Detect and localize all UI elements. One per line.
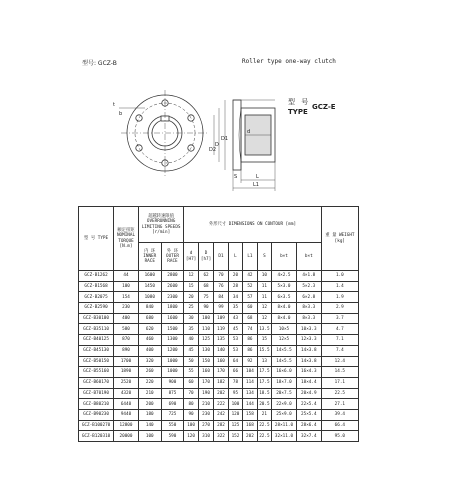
table-cell: 1.0	[321, 271, 358, 282]
table-cell: 80	[184, 399, 198, 410]
table-cell: GCZ-B50150	[79, 356, 114, 367]
header-weight: 重 量 WEIGHT [kg]	[321, 207, 358, 271]
table-cell: 110	[198, 324, 213, 335]
table-cell: 34	[228, 292, 242, 303]
table-cell: 12800	[114, 420, 139, 431]
table-cell: 170	[214, 367, 228, 378]
table-cell: 22.5	[321, 388, 358, 399]
table-cell: 100	[138, 431, 161, 442]
table-cell: 86	[243, 345, 257, 356]
table-cell: 35	[228, 303, 242, 314]
table-cell: 890	[114, 345, 139, 356]
table-cell: GCZ-B120310	[79, 431, 114, 442]
table-cell: 1500	[161, 324, 184, 335]
dim-label-d1: D1	[221, 136, 229, 142]
subheader-L1: L1	[243, 243, 257, 271]
subheader-D1: D1	[214, 243, 228, 271]
table-cell: 322	[214, 431, 228, 442]
table-cell: 16×6.0	[272, 367, 297, 378]
table-cell: 64	[228, 356, 242, 367]
table-cell: 590	[161, 431, 184, 442]
table-cell: 400	[138, 345, 161, 356]
table-row	[79, 409, 359, 420]
table-cell: 2520	[114, 377, 139, 388]
header-title: Roller type one-way clutch	[242, 58, 336, 65]
dim-label-bore: d	[247, 129, 251, 135]
table-cell: 10	[257, 271, 271, 282]
table-cell: 20	[228, 271, 242, 282]
table-cell: 20	[184, 292, 198, 303]
table-cell: 68	[198, 281, 213, 292]
table-cell: 135	[214, 335, 228, 346]
table-cell: 150	[198, 356, 213, 367]
table-cell: 44	[114, 271, 139, 282]
table-cell: 158	[243, 409, 257, 420]
table-cell: 170	[198, 377, 213, 388]
table-cell: 120	[184, 431, 198, 442]
type-label-cn: 型 号	[288, 98, 311, 106]
table-cell: 32×11.0	[272, 431, 297, 442]
dim-label-s: S	[234, 174, 238, 180]
table-cell: 5×3.0	[272, 281, 297, 292]
table-cell: 1600	[161, 313, 184, 324]
table-row	[79, 345, 359, 356]
table-cell: 870	[114, 335, 139, 346]
table-cell: 160	[198, 367, 213, 378]
table-cell: 53	[228, 335, 242, 346]
table-cell: GCZ-B90230	[79, 409, 114, 420]
table-cell: 130	[198, 345, 213, 356]
dim-label-d: D	[215, 142, 219, 148]
table-cell: 144	[243, 399, 257, 410]
table-cell: 15.5	[257, 345, 271, 356]
table-cell: 12×5	[272, 335, 297, 346]
table-cell: 580	[114, 324, 139, 335]
table-cell: 125	[228, 420, 242, 431]
table-cell: 17.5	[257, 377, 271, 388]
table-cell: 76	[214, 281, 228, 292]
table-cell: 200	[138, 399, 161, 410]
table-cell: 25×5.4	[296, 409, 321, 420]
table-cell: 78	[228, 377, 242, 388]
table-cell: 50	[184, 356, 198, 367]
table-cell: 270	[198, 420, 213, 431]
table-cell: 9440	[114, 409, 139, 420]
table-cell: 14×3.8	[296, 345, 321, 356]
table-cell: 45	[228, 324, 242, 335]
table-cell: 3.7	[321, 313, 358, 324]
table-cell: 43	[228, 313, 242, 324]
table-cell: 400	[114, 313, 139, 324]
table-cell: 30	[184, 313, 198, 324]
table-cell: 100	[114, 281, 139, 292]
table-row	[79, 324, 359, 335]
table-cell: 18×4.4	[296, 377, 321, 388]
table-row	[79, 303, 359, 314]
table-cell: 57	[243, 292, 257, 303]
table-cell: 4.7	[321, 324, 358, 335]
table-cell: 20×7.5	[272, 388, 297, 399]
table-cell: 8×4.0	[272, 313, 297, 324]
subheader-D: D [h7]	[198, 243, 213, 271]
table-cell: 20×4.9	[296, 388, 321, 399]
table-cell: 4×2.5	[272, 271, 297, 282]
table-row	[79, 367, 359, 378]
table-cell: 22×5.4	[296, 399, 321, 410]
table-cell: 1300	[161, 335, 184, 346]
header-torque: 额定扭矩 NOMINAL TORQUE [N.m]	[114, 207, 139, 271]
table-cell: 27.1	[321, 399, 358, 410]
table-cell: GCZ-B80210	[79, 399, 114, 410]
header-speed: 超越转速限值 OVERRUNNING LIMITING SPEEDS [r/min]	[138, 207, 183, 243]
table-cell: 68	[243, 313, 257, 324]
table-cell: 13	[257, 356, 271, 367]
table-cell: 8×4.0	[272, 303, 297, 314]
table-cell: 74	[243, 324, 257, 335]
table-row	[79, 377, 359, 388]
table-cell: 168	[243, 420, 257, 431]
table-cell: 190	[198, 388, 213, 399]
table-cell: 32×7.4	[296, 431, 321, 442]
table-cell: 55	[184, 367, 198, 378]
table-cell: 21	[257, 409, 271, 420]
table-cell: 7.1	[321, 335, 358, 346]
table-cell: 875	[161, 388, 184, 399]
table-cell: 680	[138, 313, 161, 324]
clutch-drawing	[95, 88, 295, 196]
table-cell: 152	[228, 431, 242, 442]
table-cell: 75	[198, 292, 213, 303]
table-cell: GCZ-B40125	[79, 335, 114, 346]
table-cell: 17.5	[257, 367, 271, 378]
table-cell: 690	[161, 399, 184, 410]
table-cell: 242	[214, 409, 228, 420]
table-cell: 160	[214, 356, 228, 367]
table-cell: 100	[198, 313, 213, 324]
table-cell: 1700	[114, 356, 139, 367]
table-cell: 28	[228, 281, 242, 292]
header-inner: 内 环 INNER RACE	[138, 243, 161, 271]
table-cell: 14×3.8	[296, 356, 321, 367]
table-cell: 40	[184, 335, 198, 346]
table-cell: 620	[138, 324, 161, 335]
table-cell: 12	[257, 303, 271, 314]
table-cell: 95	[228, 388, 242, 399]
table-cell: 45	[184, 345, 198, 356]
table-cell: 119	[214, 324, 228, 335]
dim-label-b: b	[119, 111, 123, 117]
table-cell: 230	[114, 303, 139, 314]
side-view	[214, 100, 275, 191]
table-cell: 104	[243, 367, 257, 378]
table-cell: 6440	[114, 399, 139, 410]
dim-label-l: L	[256, 174, 259, 180]
table-cell: GCZ-B1568	[79, 281, 114, 292]
table-cell: 100	[228, 399, 242, 410]
table-cell: 12	[184, 271, 198, 282]
table-cell: 95.0	[321, 431, 358, 442]
table-cell: 8×3.3	[296, 313, 321, 324]
table-cell: 2600	[161, 281, 184, 292]
table-cell: 14×5.5	[272, 345, 297, 356]
table-cell: 10×3.3	[296, 324, 321, 335]
table-cell: 70	[214, 271, 228, 282]
table-cell: 114	[243, 377, 257, 388]
table-cell: 84	[214, 292, 228, 303]
table-cell: 1800	[161, 303, 184, 314]
table-cell: GCZ-B1262	[79, 271, 114, 282]
table-cell: 182	[214, 377, 228, 388]
table-cell: GCZ-B55160	[79, 367, 114, 378]
dim-label-l1: L1	[253, 182, 259, 188]
table-cell: 12×3.3	[296, 335, 321, 346]
table-cell: 22.5	[257, 431, 271, 442]
header-outer: 外 环 OUTER RACE	[161, 243, 184, 271]
table-cell: 550	[161, 420, 184, 431]
table-cell: 22.5	[257, 420, 271, 431]
table-row	[79, 431, 359, 442]
spec-table	[78, 206, 359, 442]
table-cell: 39.4	[321, 409, 358, 420]
table-cell: 2800	[161, 271, 184, 282]
table-cell: 100	[184, 420, 198, 431]
table-cell: 8×3.3	[296, 303, 321, 314]
table-cell: 109	[214, 313, 228, 324]
table-cell: 70	[184, 388, 198, 399]
table-cell: 22×9.0	[272, 399, 297, 410]
table-cell: 86	[243, 335, 257, 346]
table-cell: 1.4	[321, 281, 358, 292]
table-cell: 10×5	[272, 324, 297, 335]
table-cell: 25×9.0	[272, 409, 297, 420]
subheader-bxt-1: b×t	[272, 243, 297, 271]
table-cell: GCZ-B2590	[79, 303, 114, 314]
subheader-L: L	[228, 243, 242, 271]
table-cell: 2.9	[321, 303, 358, 314]
table-cell: 840	[138, 303, 161, 314]
table-cell: 62	[198, 271, 213, 282]
table-cell: GCZ-B70190	[79, 388, 114, 399]
table-row	[79, 420, 359, 431]
table-cell: 120	[228, 409, 242, 420]
table-cell: GCZ-B100270	[79, 420, 114, 431]
table-cell: 140	[214, 345, 228, 356]
table-cell: 310	[198, 431, 213, 442]
table-row	[79, 399, 359, 410]
table-cell: 14.5	[321, 367, 358, 378]
spec-table-body	[79, 271, 359, 442]
table-cell: 11	[257, 281, 271, 292]
table-cell: 460	[138, 335, 161, 346]
table-cell: 52	[243, 281, 257, 292]
table-cell: 282	[214, 420, 228, 431]
table-cell: 15	[257, 335, 271, 346]
table-cell: 60	[184, 377, 198, 388]
table-cell: 28×6.4	[296, 420, 321, 431]
table-cell: GCZ-B35110	[79, 324, 114, 335]
table-cell: 180	[138, 409, 161, 420]
table-row	[79, 292, 359, 303]
table-cell: 260	[138, 367, 161, 378]
table-cell: 12	[257, 313, 271, 324]
table-cell: 25	[184, 303, 198, 314]
table-cell: 28×11.0	[272, 420, 297, 431]
table-row	[79, 313, 359, 324]
table-cell: 320	[138, 356, 161, 367]
type-label-en: TYPE	[288, 108, 308, 116]
table-cell: 18×7.0	[272, 377, 297, 388]
table-cell: 210	[198, 399, 213, 410]
table-cell: 7.4	[321, 345, 358, 356]
table-cell: 140	[138, 420, 161, 431]
table-cell: 17.1	[321, 377, 358, 388]
table-cell: 202	[243, 431, 257, 442]
table-cell: 125	[198, 335, 213, 346]
table-cell: GCZ-B2075	[79, 292, 114, 303]
table-cell: 5×2.3	[296, 281, 321, 292]
dim-label-d2: D2	[209, 147, 217, 153]
header-dims: 外形尺寸 DIMENSIONS ON CONTOUR [mm]	[184, 207, 321, 243]
table-cell: 220	[138, 377, 161, 388]
table-cell: 13.5	[257, 324, 271, 335]
table-cell: 92	[243, 356, 257, 367]
table-cell: GCZ-B45130	[79, 345, 114, 356]
table-row	[79, 281, 359, 292]
table-cell: 1890	[114, 367, 139, 378]
table-cell: 1.9	[321, 292, 358, 303]
table-cell: 1080	[138, 292, 161, 303]
table-row	[79, 356, 359, 367]
table-cell: 230	[198, 409, 213, 420]
header-model: 型 号 TYPE	[79, 207, 114, 271]
table-cell: 1000	[161, 367, 184, 378]
table-cell: 2300	[161, 292, 184, 303]
table-cell: 725	[161, 409, 184, 420]
table-cell: 60	[243, 303, 257, 314]
front-view	[119, 90, 209, 176]
table-cell: 90	[184, 409, 198, 420]
table-cell: 1450	[138, 281, 161, 292]
table-cell: 20.5	[257, 399, 271, 410]
table-cell: GCZ-B30100	[79, 313, 114, 324]
table-cell: 222	[214, 399, 228, 410]
table-cell: 6×2.8	[296, 292, 321, 303]
table-row	[79, 271, 359, 282]
table-cell: 42	[243, 271, 257, 282]
table-cell: 900	[161, 377, 184, 388]
table-cell: 4320	[114, 388, 139, 399]
table-cell: 1600	[138, 271, 161, 282]
subheader-S: S	[257, 243, 271, 271]
table-cell: 35	[184, 324, 198, 335]
table-cell: 1000	[161, 356, 184, 367]
table-cell: 6×3.5	[272, 292, 297, 303]
table-cell: 4×1.8	[296, 271, 321, 282]
table-cell: 53	[228, 345, 242, 356]
table-cell: 14×5.5	[272, 356, 297, 367]
dim-label-t: t	[113, 102, 115, 108]
subheader-d: d [H7]	[184, 243, 198, 271]
table-cell: GCZ-B60170	[79, 377, 114, 388]
table-cell: 99	[214, 303, 228, 314]
table-cell: 20000	[114, 431, 139, 442]
type-code: GCZ-E	[312, 103, 336, 111]
table-cell: 202	[214, 388, 228, 399]
table-cell: 90	[198, 303, 213, 314]
table-cell: 18.5	[257, 388, 271, 399]
header-model-label: 型号: GCZ-B	[82, 60, 117, 67]
table-row	[79, 388, 359, 399]
table-cell: 154	[114, 292, 139, 303]
table-cell: 11	[257, 292, 271, 303]
table-cell: 16×4.3	[296, 367, 321, 378]
table-cell: 12.4	[321, 356, 358, 367]
table-cell: 134	[243, 388, 257, 399]
table-cell: 1200	[161, 345, 184, 356]
table-row	[79, 335, 359, 346]
table-cell: 210	[138, 388, 161, 399]
table-cell: 66.4	[321, 420, 358, 431]
subheader-bxt-2: b×t	[296, 243, 321, 271]
table-cell: 15	[184, 281, 198, 292]
table-cell: 66	[228, 367, 242, 378]
